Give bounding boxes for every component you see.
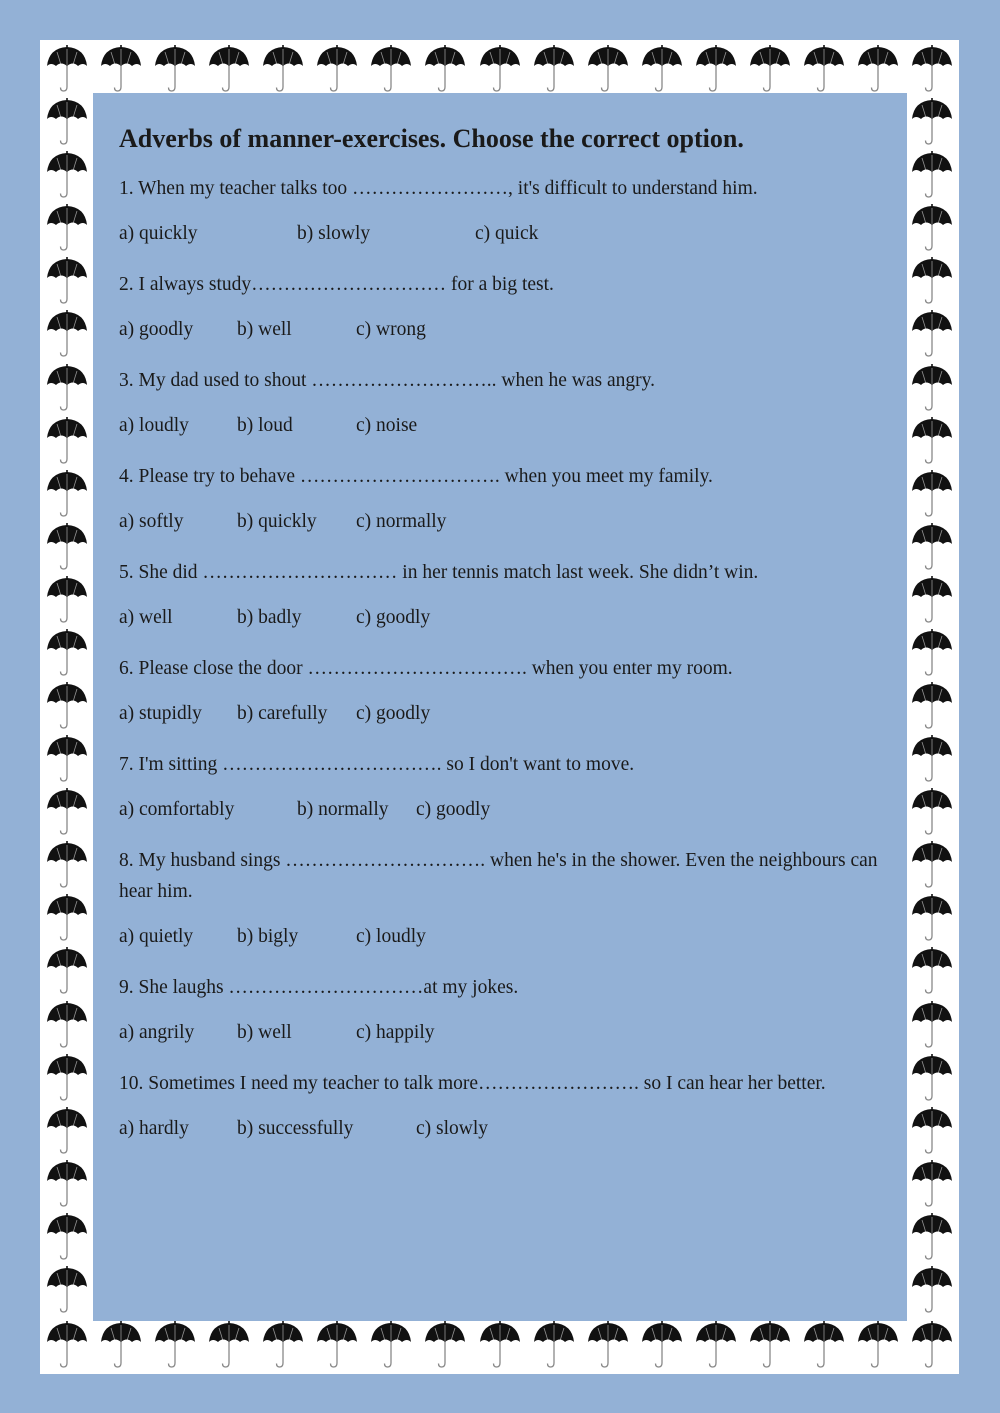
umbrella-icon (45, 787, 89, 837)
umbrella-icon (423, 44, 467, 94)
options-3 (119, 413, 879, 439)
option-10b[interactable]: b) successfully (237, 1118, 354, 1139)
option-6a[interactable]: a) stupidly (119, 703, 202, 724)
options-4 (119, 509, 879, 535)
umbrella-icon (748, 1320, 792, 1370)
umbrella-icon (45, 681, 89, 731)
umbrella-icon (45, 44, 89, 94)
option-9b[interactable]: b) well (237, 1022, 292, 1043)
umbrella-icon (45, 1265, 89, 1315)
umbrella-icon (45, 734, 89, 784)
option-3c[interactable]: c) noise (356, 415, 418, 436)
option-6b[interactable]: b) carefully (237, 703, 328, 724)
umbrella-icon (910, 575, 954, 625)
umbrella-icon (910, 1053, 954, 1103)
umbrella-icon (640, 1320, 684, 1370)
question-2: 2. I always study………………………… for a big test. (119, 274, 554, 295)
umbrella-icon (910, 1320, 954, 1370)
options-1 (119, 221, 879, 247)
option-6c[interactable]: c) goodly (356, 703, 431, 724)
umbrella-icon (802, 1320, 846, 1370)
umbrella-icon (45, 416, 89, 466)
umbrella-icon (586, 44, 630, 94)
worksheet-panel (93, 93, 907, 1321)
umbrella-icon (45, 1053, 89, 1103)
umbrella-icon (315, 44, 359, 94)
question-7: 7. I'm sitting ……………………………. so I don't want to move. (119, 754, 635, 775)
option-1a[interactable]: a) quickly (119, 223, 198, 244)
umbrella-icon (45, 469, 89, 519)
umbrella-icon (856, 1320, 900, 1370)
option-10a[interactable]: a) hardly (119, 1118, 189, 1139)
umbrella-icon (478, 44, 522, 94)
umbrella-icon (910, 681, 954, 731)
umbrella-icon (207, 44, 251, 94)
options-7 (119, 797, 879, 823)
question-9: 9. She laughs …………………………at my jokes. (119, 977, 519, 998)
umbrella-icon (45, 522, 89, 572)
umbrella-icon (45, 309, 89, 359)
option-1b[interactable]: b) slowly (297, 223, 371, 244)
umbrella-icon (910, 363, 954, 413)
umbrella-icon (99, 44, 143, 94)
umbrella-icon (910, 1265, 954, 1315)
umbrella-icon (45, 840, 89, 890)
question-5: 5. She did ………………………… in her tennis match last week. She didn’t win. (119, 562, 759, 583)
umbrella-icon (45, 150, 89, 200)
umbrella-icon (910, 522, 954, 572)
umbrella-icon (910, 256, 954, 306)
option-3b[interactable]: b) loud (237, 415, 293, 436)
umbrella-icon (45, 1320, 89, 1370)
umbrella-icon (261, 44, 305, 94)
umbrella-icon (45, 256, 89, 306)
umbrella-icon (694, 1320, 738, 1370)
umbrella-icon (45, 1106, 89, 1156)
umbrella-icon (45, 893, 89, 943)
umbrella-icon (910, 97, 954, 147)
options-5 (119, 605, 879, 631)
umbrella-icon (910, 787, 954, 837)
umbrella-icon (856, 44, 900, 94)
umbrella-icon (694, 44, 738, 94)
umbrella-icon (910, 893, 954, 943)
option-2a[interactable]: a) goodly (119, 319, 194, 340)
option-2b[interactable]: b) well (237, 319, 292, 340)
umbrella-icon (315, 1320, 359, 1370)
umbrella-icon (45, 363, 89, 413)
option-5b[interactable]: b) badly (237, 607, 302, 628)
worksheet-page (40, 40, 959, 1374)
option-4b[interactable]: b) quickly (237, 511, 317, 532)
umbrella-icon (369, 44, 413, 94)
options-2 (119, 317, 879, 343)
umbrella-icon (910, 203, 954, 253)
umbrella-icon (910, 734, 954, 784)
umbrella-icon (261, 1320, 305, 1370)
umbrella-icon (910, 469, 954, 519)
question-4: 4. Please try to behave …………………………. when you meet my family. (119, 466, 713, 487)
option-7a[interactable]: a) comfortably (119, 799, 235, 820)
umbrella-icon (478, 1320, 522, 1370)
umbrella-icon (45, 1159, 89, 1209)
question-10: 10. Sometimes I need my teacher to talk more……………………. so I can hear her better. (119, 1073, 826, 1094)
options-9 (119, 1020, 879, 1046)
option-9c[interactable]: c) happily (356, 1022, 435, 1043)
option-7c[interactable]: c) goodly (416, 799, 491, 820)
umbrella-icon (910, 628, 954, 678)
option-4a[interactable]: a) softly (119, 511, 184, 532)
umbrella-icon (45, 203, 89, 253)
option-4c[interactable]: c) normally (356, 511, 447, 532)
option-2c[interactable]: c) wrong (356, 319, 426, 340)
umbrella-icon (910, 416, 954, 466)
umbrella-icon (532, 1320, 576, 1370)
option-7b[interactable]: b) normally (297, 799, 389, 820)
umbrella-icon (45, 1000, 89, 1050)
option-5a[interactable]: a) well (119, 607, 173, 628)
umbrella-icon (748, 44, 792, 94)
worksheet-title: Adverbs of manner-exercises. Choose the correct option. (119, 124, 744, 153)
umbrella-icon (45, 946, 89, 996)
option-8c[interactable]: c) loudly (356, 926, 426, 947)
umbrella-icon (910, 44, 954, 94)
umbrella-icon (423, 1320, 467, 1370)
umbrella-icon (532, 44, 576, 94)
option-9a[interactable]: a) angrily (119, 1022, 195, 1043)
option-8b[interactable]: b) bigly (237, 926, 299, 947)
umbrella-icon (910, 1212, 954, 1262)
umbrella-icon (45, 628, 89, 678)
umbrella-icon (910, 150, 954, 200)
option-3a[interactable]: a) loudly (119, 415, 189, 436)
umbrella-icon (910, 840, 954, 890)
options-8 (119, 924, 879, 950)
umbrella-icon (910, 1000, 954, 1050)
umbrella-icon (207, 1320, 251, 1370)
option-1c[interactable]: c) quick (475, 223, 539, 244)
umbrella-icon (910, 1106, 954, 1156)
option-8a[interactable]: a) quietly (119, 926, 194, 947)
umbrella-icon (45, 575, 89, 625)
umbrella-icon (45, 1212, 89, 1262)
umbrella-icon (369, 1320, 413, 1370)
question-8: 8. My husband sings …………………………. when he's in the shower. Even the neighbours can hear him. (119, 850, 878, 902)
question-6: 6. Please close the door ……………………………. when you enter my room. (119, 658, 733, 679)
question-3: 3. My dad used to shout ……………………….. when he was angry. (119, 370, 656, 391)
umbrella-icon (45, 97, 89, 147)
umbrella-icon (586, 1320, 630, 1370)
umbrella-icon (802, 44, 846, 94)
umbrella-icon (99, 1320, 143, 1370)
option-10c[interactable]: c) slowly (416, 1118, 489, 1139)
umbrella-icon (910, 1159, 954, 1209)
umbrella-icon (640, 44, 684, 94)
worksheet-content (119, 123, 879, 1164)
umbrella-icon (910, 309, 954, 359)
question-1: 1. When my teacher talks too ……………………, it's difficult to understand him. (119, 178, 758, 199)
umbrella-icon (153, 1320, 197, 1370)
umbrella-icon (153, 44, 197, 94)
options-10 (119, 1116, 879, 1142)
umbrella-icon (910, 946, 954, 996)
option-5c[interactable]: c) goodly (356, 607, 431, 628)
options-6 (119, 701, 879, 727)
